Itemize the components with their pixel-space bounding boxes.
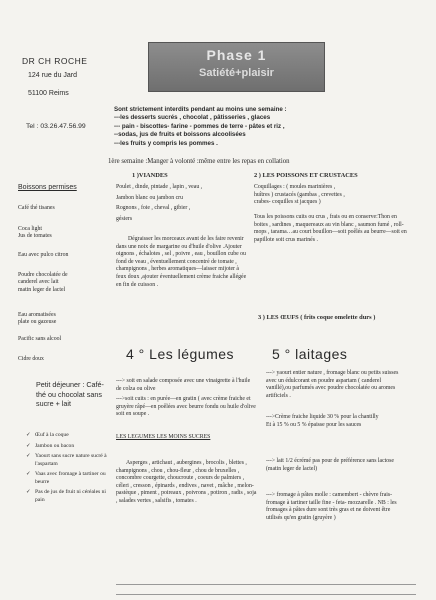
drink-item: Coca light Jus de tomates bbox=[18, 226, 52, 240]
viandes-title: 1 )VIANDES bbox=[132, 172, 168, 179]
check-icon: ✓ bbox=[26, 453, 31, 459]
legumes-cooked-text: --->soit cuits : en purée—en gratin ( avec crème fraiche et gruyère râpé—en poêlées avec beurre fondu ou huile d'olive soit en soupe . bbox=[116, 396, 256, 418]
check-icon: ✓ bbox=[26, 471, 31, 477]
drink-item: Eau avec pulco citron bbox=[18, 252, 69, 258]
laitages-item: ---> fromage à pâtes molle : camembert - chèvre frais- fromage à tartiner taille fine - feta- mozzarelle . NB : les fromages à pâtes dure sont très gras et ne doivent être utilisés qu'en gratin (gruyère ) bbox=[266, 492, 397, 521]
laitages-item: --->Crème fraiche liquide 30 % pour la chantilly Et à 15 % ou 5 % épaisse pour les sauces bbox=[266, 414, 379, 428]
check-icon: ✓ bbox=[26, 442, 31, 449]
week-instruction: 1ère semaine :Manger à volonté :même entre les repas en collation bbox=[108, 158, 290, 165]
rules-intro: Sont strictement interdits pendant au moins une semaine : bbox=[114, 106, 287, 113]
rules-item: ---les fruits y compris les pommes . bbox=[114, 139, 218, 147]
address-street: 124 rue du Jard bbox=[28, 72, 78, 79]
rules-item: --- pain - biscottes- farine - pommes de terre - pâtes et riz , bbox=[114, 122, 285, 130]
legumes-title: 4 ° Les légumes bbox=[126, 346, 235, 362]
breakfast-item-text: Yaourt sans sucre nature sucré à l'aspartam bbox=[35, 453, 107, 467]
doctor-name: DR CH ROCHE bbox=[22, 56, 88, 66]
laitages-item: ---> lait 1/2 écrémé pas pour de préférence sans lactose (matin leger de lactel) bbox=[266, 458, 395, 472]
oeufs-title: 3 ) LES ŒUFS ( frits coque omelette durs ) bbox=[258, 314, 376, 321]
drink-item: Café thé tisanes bbox=[18, 205, 55, 211]
breakfast-item-text: Œuf à la coque bbox=[35, 432, 69, 438]
list-item bbox=[26, 453, 110, 468]
laitages-item: ---> yaourt entier nature , fromage blanc ou petits suisses avec un édulcorant en poudre aspartam ( canderel vanillé),ou parfumés avec poudre chocolatée ou aromes artificiels . bbox=[266, 370, 399, 399]
divider bbox=[116, 594, 416, 595]
breakfast-title: Petit déjeuner : Café- thé ou chocolat sans sucre + lait bbox=[36, 380, 104, 409]
poissons-line: huîtres ) crustacés (gambas , crevettes , bbox=[254, 191, 345, 198]
list-item bbox=[26, 489, 110, 504]
rules-item: --sodas, jus de fruits et boissons alcoolisées bbox=[114, 131, 246, 139]
legumes-list: Asperges , artichaut , aubergines , brocolis , blettes , champignons , chou , chou-fleur , chou de bruxelles , concombre courgette, choucroute , coeurs de palmiers , céleri , cresson , épinards , endives , navet , mâche , melon- pastèque , piment , poireaux , poivrons , potiron , radis , soja , salades vertes , salsifis , tomates . bbox=[116, 460, 257, 504]
divider bbox=[116, 584, 416, 585]
breakfast-item-text: Pas de jus de fruit ni céréales ni pain bbox=[35, 489, 106, 503]
address-city: 51100 Reims bbox=[28, 90, 69, 97]
check-icon: ✓ bbox=[26, 432, 31, 438]
poissons-line: crabes- coquilles st jacques ) bbox=[254, 199, 321, 206]
drink-item: Eau aromatisées plate ou gazeuse bbox=[18, 312, 57, 326]
sidebar-title: Boissons permises bbox=[18, 184, 77, 191]
poissons-title: 2 ) LES POISSONS ET CRUSTACES bbox=[254, 172, 358, 179]
forbidden-rules bbox=[114, 106, 364, 148]
viandes-paragraph: Dégraisser les morceaux avant de les faire revenir dans une noix de margarine ou d'huile d'olive .Ajouter oignons , échalotes , sel , poivre , eau , bouillon cube ou fond de veau , éventuellement concentré de tomate , champignons , herbes aromatiques—laisser mijoter à feux doux ,ajouter éventuellement crème fraiche allégée en fin de cuisson . bbox=[116, 236, 247, 288]
poissons-list bbox=[254, 184, 412, 207]
viandes-list bbox=[116, 184, 251, 223]
check-icon: ✓ bbox=[26, 489, 31, 495]
phase-banner bbox=[148, 42, 325, 92]
viandes-line: Poulet , dinde, pintade , lapin , veau , bbox=[116, 184, 203, 190]
list-item bbox=[26, 443, 110, 451]
list-item bbox=[26, 432, 110, 440]
breakfast-item-text: Vaas avec fromage à tartiner ou beurre bbox=[35, 471, 106, 485]
laitages-title: 5 ° laitages bbox=[272, 346, 348, 362]
list-item bbox=[26, 471, 110, 486]
drink-item: Poudre chocolatée de canderel avec lait matin leger de lactel bbox=[18, 272, 68, 293]
viandes-line: Jambon blanc ou jambon cru bbox=[116, 194, 183, 201]
banner-title: Phase 1 bbox=[206, 47, 267, 63]
poissons-paragraph: Tous les poissons cuits ou crus , frais ou en conserve:Thon en boites , sardines , maquereaux au vin blanc , saumon fumé , roll- mops , tarama…au court bouillon—soit poêlés au beurre—soit en papillote soit crus marinés . bbox=[254, 214, 407, 243]
phone-number: Tel : 03.26.47.56.99 bbox=[26, 123, 86, 130]
legumes-salad-text: ---> soit en salade composée avec une vinaigrette à l'huile de colza ou olive bbox=[116, 378, 251, 392]
breakfast-list bbox=[26, 432, 110, 507]
viandes-line: Rognons , foie , cheval , gibier , bbox=[116, 205, 191, 212]
drink-item: Pacific sans alcool bbox=[18, 336, 62, 342]
legumes-subtitle: LES LEGUMES LES MOINS SUCRES bbox=[116, 434, 211, 440]
viandes-line: gésiers bbox=[116, 215, 133, 222]
rules-item: ---les desserts sucrés , chocolat , pâtisseries , glaces bbox=[114, 114, 271, 122]
poissons-line: Coquillages : ( moules marinières , bbox=[254, 184, 336, 190]
breakfast-item-text: Jambon ou bacon bbox=[35, 442, 75, 449]
banner-subtitle: Satiété+plaisir bbox=[199, 67, 274, 79]
drink-item: Cidre doux bbox=[18, 356, 44, 362]
